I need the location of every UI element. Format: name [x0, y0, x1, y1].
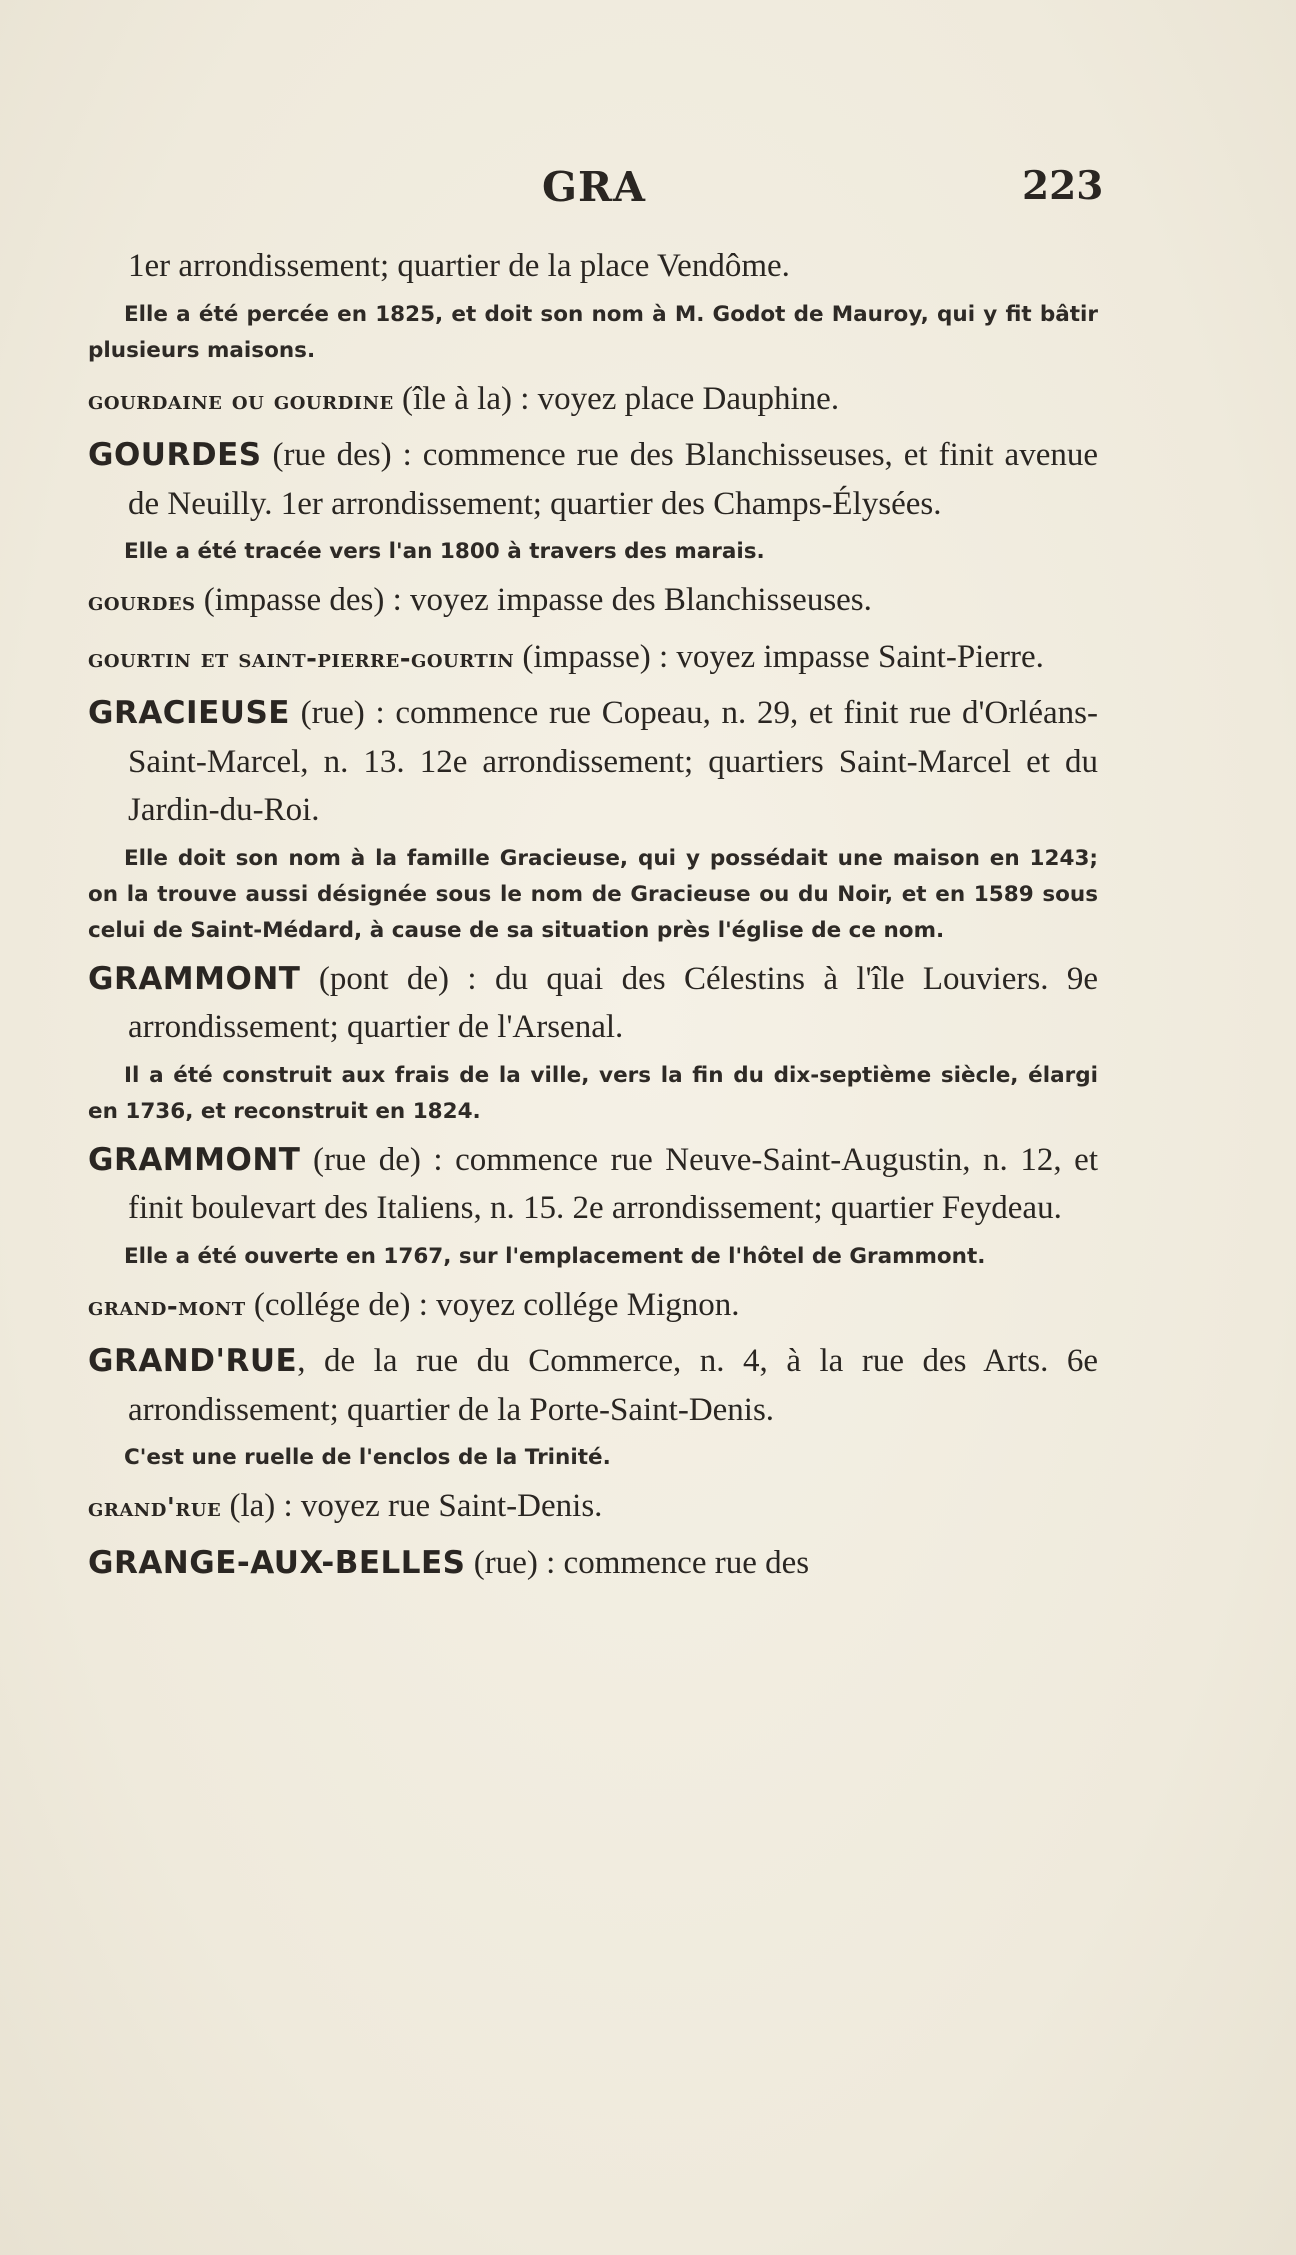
- entry-headword: GRAMMONT: [88, 1141, 301, 1178]
- entry-headword: gourtin et saint-pierre-gourtin: [88, 643, 515, 674]
- entry-grange-aux-belles: [88, 1539, 1098, 1588]
- entry-headword: GOURDES: [88, 437, 262, 473]
- entry-headword: GRACIEUSE: [88, 695, 290, 731]
- entry-text: (impasse des) : voyez impasse des Blanchisseuses.: [195, 582, 872, 618]
- dictionary-content: [88, 242, 1098, 1593]
- entry-text: 1er arrondissement; quartier de la place Vendôme.: [128, 248, 790, 284]
- note-text: Elle a été ouverte en 1767, sur l'emplacement de l'hôtel de Grammont.: [124, 1243, 986, 1269]
- entry-grammont-pont: [88, 955, 1098, 1052]
- note-text: C'est une ruelle de l'enclos de la Trinité.: [124, 1445, 611, 1470]
- historical-note: [88, 534, 1098, 570]
- entry-text: (rue) : commence rue des: [465, 1544, 810, 1581]
- historical-note: [88, 1440, 1098, 1476]
- historical-note: [88, 1239, 1098, 1275]
- entry-text: (la) : voyez rue Saint-Denis.: [221, 1488, 603, 1524]
- entry-text: (impasse) : voyez impasse Saint-Pierre.: [514, 638, 1044, 675]
- entry-gracieuse: [88, 689, 1098, 835]
- entry-text: (pont de) : du quai des Célestins à l'île Louviers. 9e arrondissement; quartier de l'Arsenal.: [128, 960, 1098, 1045]
- entry-grand-rue-la: [88, 1482, 1098, 1533]
- entry-grammont-rue: [88, 1136, 1098, 1233]
- entry-text: (rue de) : commence rue Neuve-Saint-Augustin, n. 12, et finit boulevart des Italiens, n. 15. 2e arrondissement; quartier Feydeau.: [128, 1141, 1098, 1226]
- note-text: Elle a été tracée vers l'an 1800 à travers des marais.: [124, 539, 765, 564]
- entry-text: (collége de) : voyez collége Mignon.: [245, 1286, 740, 1323]
- entry-grand-mont: [88, 1281, 1098, 1332]
- note-text: Elle doit son nom à la famille Gracieuse, qui y possédait une maison en 1243; on la trouve aussi désignée sous le nom de Gracieuse ou du Noir, et en 1589 sous celui de Saint-Médard, à cause de sa situation près l'église de ce nom.: [88, 845, 1098, 943]
- entry-continuation: [88, 242, 1098, 291]
- entry-headword: grand-mont: [88, 1291, 246, 1322]
- entry-headword: gourdes: [88, 587, 196, 617]
- page-number: 223: [1022, 163, 1104, 209]
- entry-headword: GRAMMONT: [88, 960, 301, 997]
- entry-gourdes-rue: [88, 431, 1098, 528]
- entry-headword: GRANGE-AUX-BELLES: [88, 1544, 466, 1581]
- entry-text: (rue des) : commence rue des Blanchisseuses, et finit avenue de Neuilly. 1er arrondissement; quartier des Champs-Élysées.: [128, 437, 1098, 522]
- entry-headword: gourdaine ou gourdine: [88, 385, 394, 416]
- note-text: Elle a été percée en 1825, et doit son nom à M. Godot de Mauroy, qui y fit bâtir plusieurs maisons.: [88, 301, 1098, 363]
- page-header: [0, 163, 1296, 223]
- entry-gourtin: [88, 633, 1098, 684]
- entry-grand-rue: [88, 1337, 1098, 1434]
- historical-note: [88, 1058, 1098, 1130]
- entry-text: , de la rue du Commerce, n. 4, à la rue des Arts. 6e arrondissement; quartier de la Porte-Saint-Denis.: [128, 1343, 1098, 1428]
- entry-headword: GRAND'RUE: [88, 1343, 298, 1379]
- entry-text: (rue) : commence rue Copeau, n. 29, et finit rue d'Orléans-Saint-Marcel, n. 13. 12e arrondissement; quartiers Saint-Marcel et du Jardin-du-Roi.: [128, 695, 1098, 828]
- note-text: Il a été construit aux frais de la ville, vers la fin du dix-septième siècle, élargi en 1736, et reconstruit en 1824.: [88, 1062, 1098, 1124]
- entry-gourdes-impasse: [88, 576, 1098, 627]
- entry-gourdaine: [88, 375, 1098, 426]
- historical-note: [88, 841, 1098, 949]
- entry-text: (île à la) : voyez place Dauphine.: [393, 380, 840, 417]
- running-head: GRA: [542, 163, 646, 211]
- entry-headword: grand'rue: [88, 1493, 222, 1523]
- historical-note: [88, 297, 1098, 369]
